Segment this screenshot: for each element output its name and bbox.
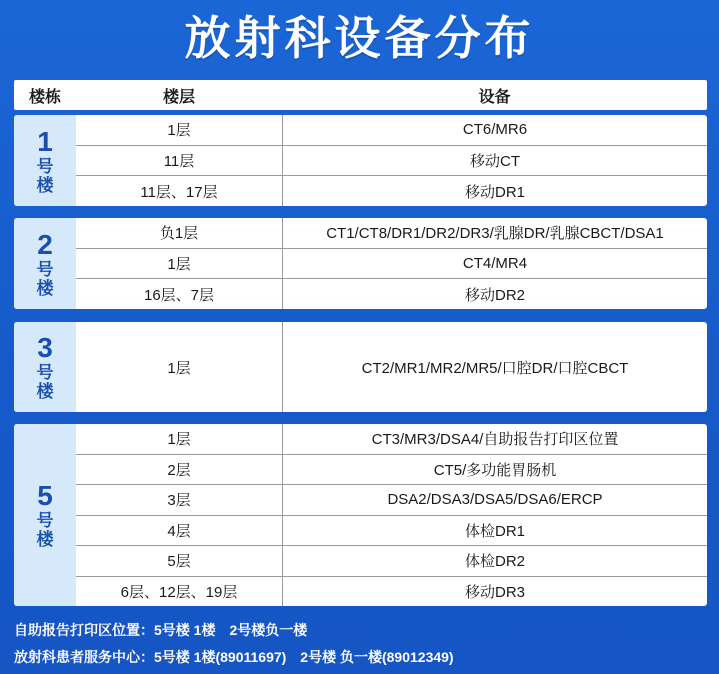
building-number: 3 (37, 332, 53, 363)
header-equipment: 设备 (478, 88, 511, 106)
floor-cell: 3层 (76, 485, 283, 515)
building-block-5 (14, 424, 707, 606)
table-row (76, 279, 707, 309)
equipment-cell: 移动DR2 (464, 286, 525, 304)
table-row (76, 455, 707, 486)
floor-cell: 2层 (76, 455, 283, 485)
table-row (76, 516, 707, 547)
footer-service-center: 放射科患者服务中心：5号楼 1楼(89011697) 2号楼 负一楼(89012349) (14, 649, 454, 665)
table-row (76, 115, 707, 146)
building-label (14, 218, 76, 309)
floor-cell: 4层 (76, 516, 283, 546)
building-block-2 (14, 218, 707, 309)
floor-cell: 16层、7层 (76, 279, 283, 309)
building-lou: 楼 (36, 278, 54, 298)
floor-cell: 6层、12层、19层 (76, 577, 283, 607)
table-row (76, 577, 707, 607)
building-number: 5 (37, 480, 53, 511)
header-building: 楼栋 (28, 88, 61, 106)
equipment-cell: CT1/CT8/DR1/DR2/DR3/乳腺DR/乳腺CBCT/DSA1 (326, 225, 664, 243)
footer-print-location: 自助报告打印区位置：5号楼 1楼 2号楼负一楼 (14, 622, 308, 638)
building-lou: 楼 (36, 382, 54, 401)
equipment-cell: CT4/MR4 (462, 255, 528, 272)
building-label (14, 115, 76, 206)
table-row (76, 546, 707, 577)
floor-cell: 1层 (76, 115, 283, 145)
table-row (76, 176, 707, 206)
building-label (14, 424, 76, 606)
equipment-cell: CT3/MR3/DSA4/自助报告打印区位置 (371, 431, 619, 449)
building-number: 2 (37, 228, 53, 260)
table-row (76, 249, 707, 280)
building-number: 1 (37, 125, 53, 157)
floor-cell: 1层 (76, 322, 283, 412)
building-lou: 楼 (36, 530, 54, 549)
floor-cell: 1层 (76, 424, 283, 454)
building-hao: 号 (36, 363, 54, 382)
equipment-cell: 体检DR1 (464, 522, 525, 540)
table-row (76, 424, 707, 455)
table-header (14, 80, 707, 110)
page-title: 放射科设备分布 (184, 12, 535, 64)
building-hao: 号 (36, 259, 54, 279)
equipment-cell: DSA2/DSA3/DSA5/DSA6/ERCP (387, 491, 603, 509)
building-block-3 (14, 322, 707, 412)
table-row (76, 485, 707, 516)
building-hao: 号 (36, 511, 54, 530)
floor-cell: 11层、17层 (76, 176, 283, 206)
building-label (14, 322, 76, 412)
building-block-1 (14, 115, 707, 206)
table-row (76, 322, 707, 412)
equipment-cell: 移动CT (470, 153, 520, 170)
header-floor: 楼层 (162, 88, 195, 106)
floor-cell: 1层 (76, 249, 283, 279)
building-hao: 号 (36, 156, 54, 176)
equipment-cell: 移动DR3 (464, 583, 525, 601)
equipment-cell: CT2/MR1/MR2/MR5/口腔DR/口腔CBCT (361, 359, 629, 377)
table-row (76, 146, 707, 177)
equipment-cell: CT6/MR6 (462, 121, 528, 139)
building-lou: 楼 (36, 175, 54, 195)
equipment-cell: 体检DR2 (464, 553, 525, 571)
equipment-cell: CT5/多功能胃肠机 (433, 461, 557, 479)
floor-cell: 11层 (76, 146, 283, 176)
floor-cell: 负1层 (76, 218, 283, 248)
floor-cell: 5层 (76, 546, 283, 576)
equipment-cell: 移动DR1 (464, 183, 525, 201)
table-row (76, 218, 707, 249)
